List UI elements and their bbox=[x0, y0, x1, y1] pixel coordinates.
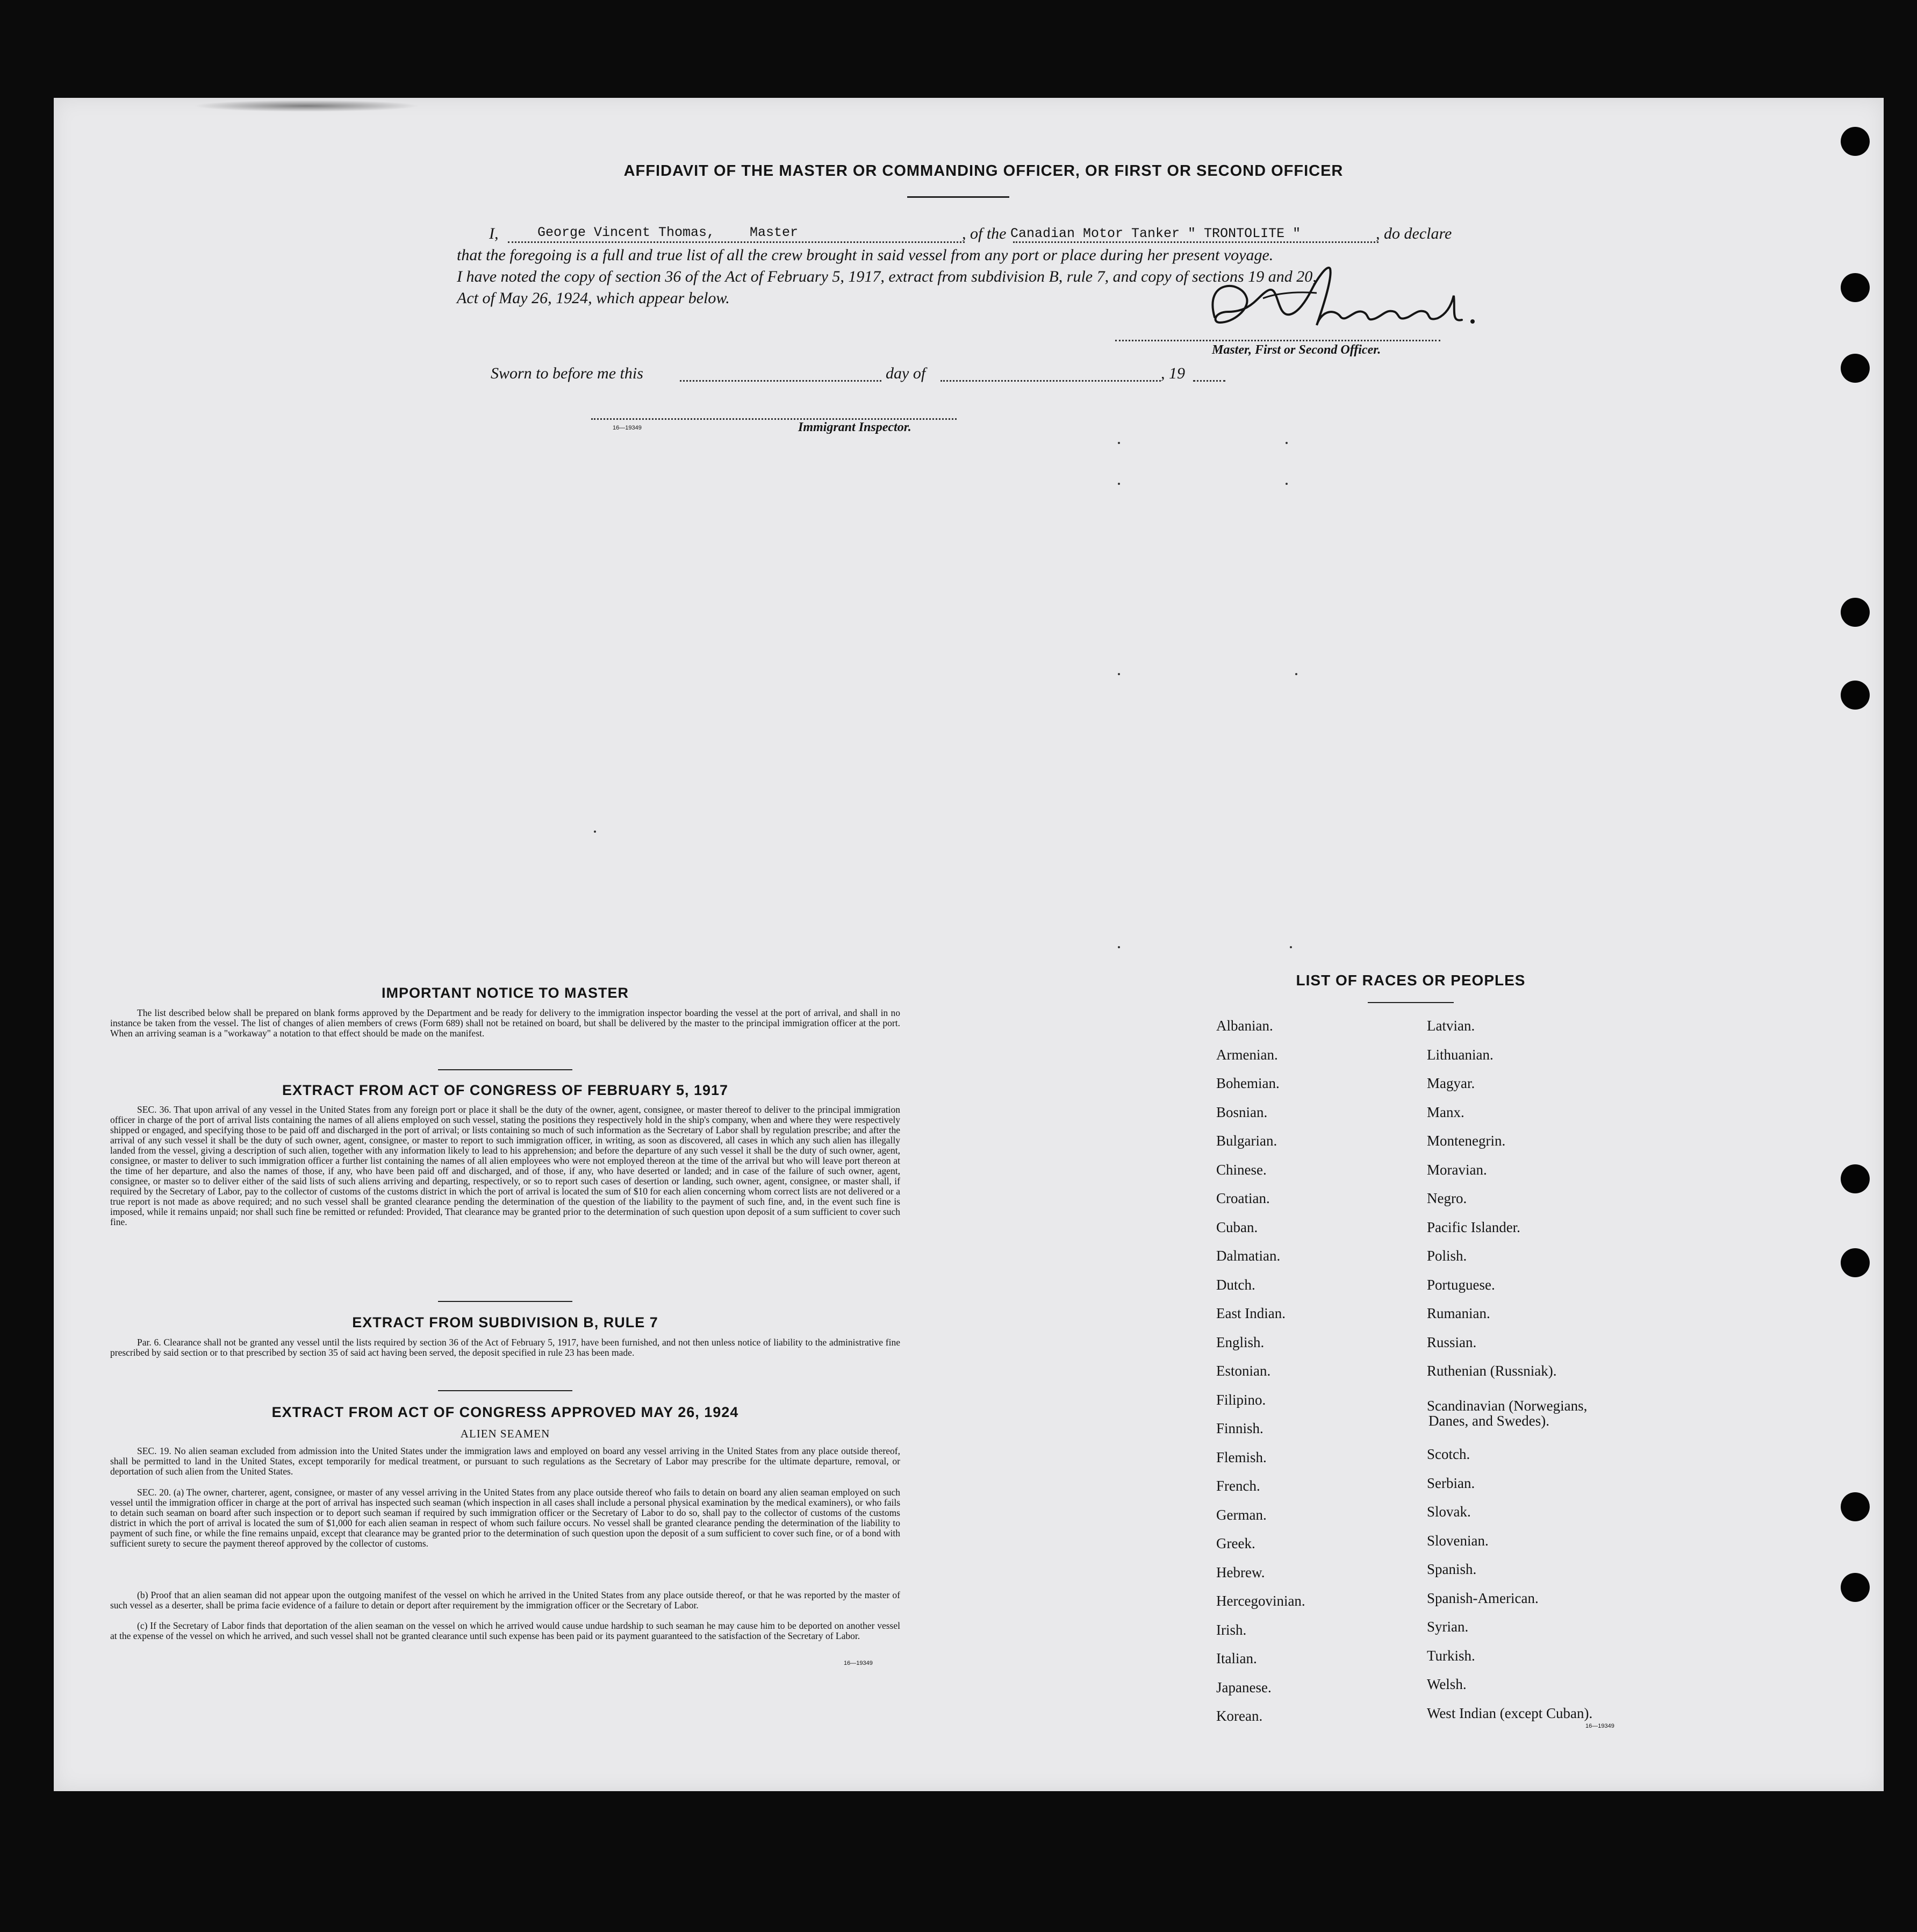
affidavit-of-the: , of the bbox=[962, 225, 1007, 242]
race-item: Irish. bbox=[1216, 1622, 1247, 1638]
race-item: French. bbox=[1216, 1478, 1260, 1494]
binder-hole bbox=[1841, 273, 1870, 302]
race-item: Flemish. bbox=[1216, 1449, 1267, 1465]
race-item: Dutch. bbox=[1216, 1277, 1255, 1293]
race-item: Hercegovinian. bbox=[1216, 1593, 1305, 1609]
binder-hole bbox=[1841, 127, 1870, 156]
sworn-year-fill bbox=[1193, 380, 1225, 382]
extract-form-number: 16—19349 bbox=[844, 1660, 873, 1666]
race-item: Serbian. bbox=[1427, 1475, 1475, 1491]
binder-hole bbox=[1841, 1164, 1870, 1193]
race-item: Rumanian. bbox=[1427, 1305, 1490, 1321]
race-item: Danes, and Swedes). bbox=[1428, 1413, 1549, 1429]
race-item: Polish. bbox=[1427, 1248, 1467, 1264]
typed-vessel: Canadian Motor Tanker " TRONTOLITE " bbox=[1010, 226, 1301, 241]
column-mark bbox=[594, 831, 596, 833]
race-item: German. bbox=[1216, 1507, 1267, 1523]
column-mark bbox=[1118, 442, 1120, 444]
race-item: Ruthenian (Russniak). bbox=[1427, 1363, 1557, 1379]
extract-1924-title: EXTRACT FROM ACT OF CONGRESS APPROVED MAY 26, 1924 bbox=[271, 1404, 739, 1420]
extract-1917-title: EXTRACT FROM ACT OF CONGRESS OF FEBRUARY 5, 1917 bbox=[282, 1082, 729, 1098]
race-item: Syrian. bbox=[1427, 1619, 1469, 1635]
affidavit-title: AFFIDAVIT OF THE MASTER OR COMMANDING OFFICER, OR FIRST OR SECOND OFFICER bbox=[623, 162, 1344, 180]
column-mark bbox=[1118, 673, 1120, 675]
race-item: Slovak. bbox=[1427, 1504, 1471, 1520]
races-form-number: 16—19349 bbox=[1585, 1723, 1614, 1729]
sworn-label: Sworn to before me this bbox=[491, 364, 643, 382]
sworn-day-fill bbox=[680, 380, 881, 382]
race-item: Pacific Islander. bbox=[1427, 1219, 1520, 1235]
sworn-day-of: day of bbox=[886, 364, 926, 382]
column-mark bbox=[1286, 442, 1288, 444]
typed-rank: Master bbox=[750, 225, 799, 240]
column-mark bbox=[1295, 673, 1297, 675]
race-item: Japanese. bbox=[1216, 1679, 1272, 1695]
race-item: Portuguese. bbox=[1427, 1277, 1495, 1293]
name-fill-line bbox=[508, 241, 965, 243]
signature bbox=[1182, 258, 1483, 349]
race-item: English. bbox=[1216, 1334, 1265, 1350]
signature-line bbox=[1115, 340, 1440, 341]
rule-b7-title: EXTRACT FROM SUBDIVISION B, RULE 7 bbox=[352, 1314, 658, 1330]
affidavit-line-3: I have noted the copy of section 36 of the Act of February 5, 1917, extract from subdivision B, rule 7, and copy of sections 19 and 20, bbox=[457, 268, 1317, 285]
sec-20a: SEC. 20. (a) The owner, charterer, agent, consignee, or master of any vessel arriving in the United States from any place outside thereof who fails to detain on board any alien seaman employed on such vessel until the immigration officer in charge at the port of arrival has inspected such seaman (which inspection in all cases shall include a personal physical examination by the medical examiners), or who fails to detain such seaman on board after such inspection or to deport such seaman if required by such immigration officer or the Secretary of Labor to do so, shall pay to the collector of customs of the customs district in which the port of arrival is located the sum of $1,000 for each alien seaman in respect of whom such failure occurs. No vessel shall be granted clearance pending the determination of the liability to payment of such fine, or while the fine remains unpaid, except that clearance may be granted prior to the determination of such question upon the deposit of a sum sufficient to cover such fine, or of a bond with sufficient surety to secure the payment thereof approved by the collector of customs. bbox=[110, 1487, 900, 1549]
race-item: Latvian. bbox=[1427, 1018, 1475, 1034]
affidavit-line-4: Act of May 26, 1924, which appear below. bbox=[457, 289, 730, 307]
race-item: Bulgarian. bbox=[1216, 1133, 1277, 1149]
sec-20b: (b) Proof that an alien seaman did not appear upon the outgoing manifest of the vessel on which he arrived in the United States from any place outside thereof, or that he was reported by the master of such vessel as a deserter, shall be prima facie evidence of a failure to detain or deport after requirement by the immigration officer or the Secretary of Labor. bbox=[110, 1590, 900, 1611]
inspector-caption: Immigrant Inspector. bbox=[798, 420, 911, 434]
race-item: Lithuanian. bbox=[1427, 1047, 1494, 1063]
affidavit-i-label: I, bbox=[489, 225, 499, 242]
affidavit-form-number: 16—19349 bbox=[613, 425, 642, 431]
vessel-fill-line bbox=[1013, 241, 1378, 243]
race-item: Finnish. bbox=[1216, 1420, 1263, 1436]
races-title-rule bbox=[1368, 1002, 1454, 1003]
binder-hole bbox=[1841, 681, 1870, 710]
race-item: Turkish. bbox=[1427, 1648, 1475, 1664]
sworn-month-fill bbox=[940, 380, 1161, 382]
column-mark bbox=[1118, 946, 1120, 948]
race-item: Welsh. bbox=[1427, 1676, 1467, 1692]
sworn-year-prefix: , 19 bbox=[1161, 364, 1185, 382]
race-item: Hebrew. bbox=[1216, 1564, 1265, 1580]
divider-rule bbox=[438, 1069, 572, 1070]
race-item: Scandinavian (Norwegians, bbox=[1427, 1398, 1588, 1414]
race-item: East Indian. bbox=[1216, 1305, 1286, 1321]
race-item: Spanish. bbox=[1427, 1561, 1477, 1577]
binder-hole bbox=[1841, 354, 1870, 383]
sec-19: SEC. 19. No alien seaman excluded from admission into the United States under the immigration laws and employed on board any vessel arriving in the United States from any place outside thereof, shall be permitted to land in the United States, except temporarily for medical treatment, or pursuant to such regulations as the Secretary of Labor may prescribe for the ultimate departure, removal, or deportation of such alien from the United States. bbox=[110, 1446, 900, 1477]
race-item: Cuban. bbox=[1216, 1219, 1258, 1235]
binder-hole bbox=[1841, 1248, 1870, 1277]
race-item: Korean. bbox=[1216, 1708, 1263, 1724]
race-item: Dalmatian. bbox=[1216, 1248, 1281, 1264]
column-mark bbox=[1118, 483, 1120, 485]
divider-rule bbox=[438, 1390, 572, 1391]
affidavit-do-declare: , do declare bbox=[1376, 225, 1452, 242]
divider-rule bbox=[438, 1301, 572, 1302]
rule-b7-body: Par. 6. Clearance shall not be granted any vessel until the lists required by section 36 of the Act of February 5, 1917, have been furnished, and not then unless notice of liability to the administrative fine prescribed by said section or to that prescribed by section 35 of said act having been served, the deposit specified in rule 23 has been made. bbox=[110, 1337, 900, 1358]
race-item: Croatian. bbox=[1216, 1190, 1270, 1206]
races-title: LIST OF RACES OR PEOPLES bbox=[1296, 972, 1526, 989]
race-item: Bosnian. bbox=[1216, 1104, 1268, 1120]
race-item: Montenegrin. bbox=[1427, 1133, 1506, 1149]
race-item: Russian. bbox=[1427, 1334, 1477, 1350]
binder-hole bbox=[1841, 1573, 1870, 1602]
race-item: Albanian. bbox=[1216, 1018, 1273, 1034]
race-item: Magyar. bbox=[1427, 1075, 1475, 1091]
race-item: Bohemian. bbox=[1216, 1075, 1280, 1091]
title-rule bbox=[907, 196, 1009, 198]
notice-title: IMPORTANT NOTICE TO MASTER bbox=[382, 985, 629, 1001]
sec-20c: (c) If the Secretary of Labor finds that deportation of the alien seaman on the vessel on which he arrived would cause undue hardship to such seaman he may cause him to be deported on another vessel at the expense of the vessel on which he arrived, and such vessel shall not be granted clearance until such expense has been paid or its payment guaranteed to the satisfaction of the Secretary of Labor. bbox=[110, 1620, 900, 1641]
race-item: Estonian. bbox=[1216, 1363, 1271, 1379]
race-item: Greek. bbox=[1216, 1535, 1255, 1551]
race-item: Moravian. bbox=[1427, 1162, 1487, 1178]
typed-master-name: George Vincent Thomas, bbox=[537, 225, 715, 240]
ink-smudge bbox=[193, 100, 419, 112]
race-item: Slovenian. bbox=[1427, 1533, 1489, 1549]
race-item: Manx. bbox=[1427, 1104, 1464, 1120]
extract-1924-subtitle: ALIEN SEAMEN bbox=[460, 1427, 550, 1440]
affidavit-line-2: that the foregoing is a full and true list of all the crew brought in said vessel from any port or place during her present voyage. bbox=[457, 246, 1274, 264]
race-item: Filipino. bbox=[1216, 1392, 1266, 1408]
signer-caption: Master, First or Second Officer. bbox=[1212, 343, 1381, 357]
extract-1917-body: SEC. 36. That upon arrival of any vessel in the United States from any foreign port or place it shall be the duty of the owner, agent, consignee, or master thereof to deliver to the principal immigration officer in charge of the port of arrival lists containing the names of all aliens employed on such vessel, stating the positions they respectively hold in the ship's company, when and where they were respectively shipped or engaged, and specifying those to be paid off and discharged in the port of arrival; or lists containing so much of such information as the Secretary of Labor shall by regulation prescribe; and after the arrival of any such vessel it shall be the duty of such owner, agent, consignee, or master to report to such immigration officer, in writing, as soon as discovered, all cases in which any such alien has illegally landed from the vessel, giving a description of such alien, together with any information likely to lead to his apprehension; and before the departure of any such vessel it shall be the duty of such owner, agent, consignee, or master to deliver to such immigration officer a further list containing the names of all alien employees who were not employed thereon at the time of the arrival but who will leave port thereon at the time of her departure, and also the names of those, if any, who have been paid off and discharged, and of those, if any, who have deserted or landed; and in case of the failure of such owner, agent, consignee, or master so to deliver either of the said lists of such aliens arriving and departing, respectively, or so to report such cases of desertion or landing, such owner, agent, consignee, or master shall, if required by the Secretary of Labor, pay to the collector of customs of the customs district in which the port of arrival is located the sum of $10 for each alien concerning whom correct lists are not delivered or a true report is not made as above required; and no such vessel shall be granted clearance pending the determination of the question of the liability to the payment of such fine, and, in the event such fine is imposed, while it remains unpaid; nor shall such fine be remitted or refunded: Provided, That clearance may be granted prior to the determination of such question upon deposit of a sum sufficient to cover such fine. bbox=[110, 1104, 900, 1227]
column-mark bbox=[1290, 946, 1292, 948]
binder-hole bbox=[1841, 598, 1870, 627]
inspector-sign-line bbox=[591, 418, 957, 420]
race-item: Scotch. bbox=[1427, 1446, 1470, 1462]
race-item: West Indian (except Cuban). bbox=[1427, 1705, 1593, 1721]
race-item: Italian. bbox=[1216, 1650, 1257, 1666]
race-item: Spanish-American. bbox=[1427, 1590, 1539, 1606]
notice-body: The list described below shall be prepared on blank forms approved by the Department and be ready for delivery to the immigration inspector boarding the vessel at the port of arrival, and shall in no instance be taken from the vessel. The list of changes of alien members of crews (Form 689) shall not be retained on board, but shall be delivered by the master to the principal immigration officer at the port. When an arriving seaman is a "workaway" a notation to that effect should be made on the manifest. bbox=[110, 1007, 900, 1039]
race-item: Armenian. bbox=[1216, 1047, 1278, 1063]
binder-hole bbox=[1841, 1492, 1870, 1521]
race-item: Negro. bbox=[1427, 1190, 1467, 1206]
race-item: Chinese. bbox=[1216, 1162, 1267, 1178]
column-mark bbox=[1286, 483, 1288, 485]
